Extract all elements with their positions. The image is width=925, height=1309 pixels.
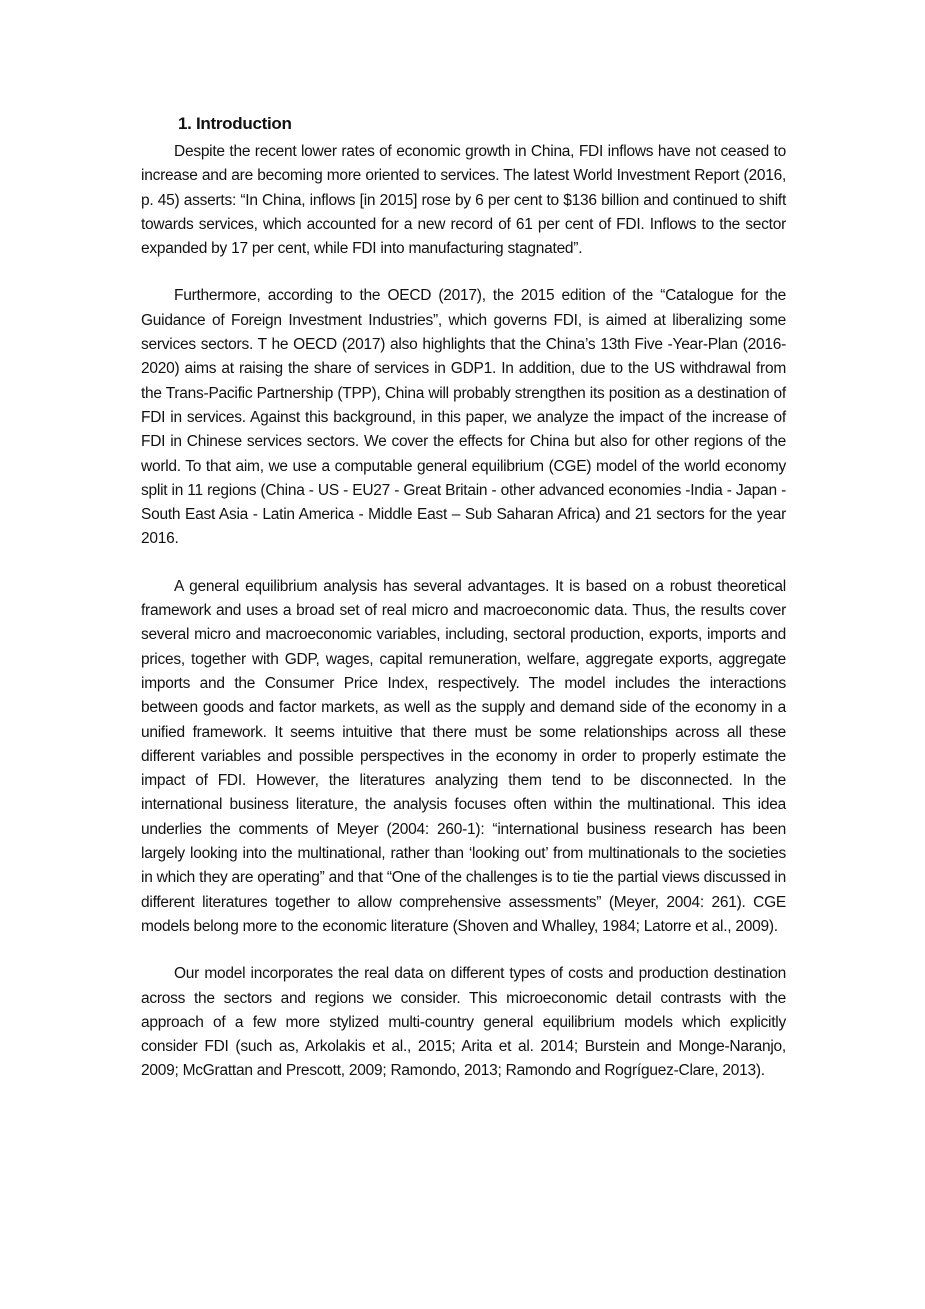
paragraph-oecd-catalogue: Furthermore, according to the OECD (2017), the 2015 edition of the “Catalogue for the Guidance of Foreign Investment Industries”, which governs FDI, is aimed at liberalizing some services sectors. T he OECD (2017) also highlights that the China’s 13th Five -Year-Plan (2016-2020) aims at raising the share of services in GDP1. In addition, due to the US withdrawal from the Trans-Pacific Partnership (TPP), China will probably strengthen its position as a destination of FDI in services. Against this background, in this paper, we analyze the impact of the increase of FDI in Chinese services sectors. We cover the effects for China but also for other regions of the world. To that aim, we use a computable general equilibrium (CGE) model of the world economy split in 11 regions (China - US - EU27 - Great Britain - other advanced economies -India - Japan - South East Asia - Latin America - Middle East – Sub Saharan Africa) and 21 sectors for the year 2016. (141, 287, 786, 548)
paper-page (141, 112, 786, 1084)
paragraph-general-equilibrium-advantages: A general equilibrium analysis has several advantages. It is based on a robust theoretical framework and uses a broad set of real micro and macroeconomic data. Thus, the results cover several micro and macroeconomic variables, including, sectoral production, exports, imports and prices, together with GDP, wages, capital remuneration, welfare, aggregate exports, aggregate imports and the Consumer Price Index, respectively. The model includes the interactions between goods and factor markets, as well as the supply and demand side of the economy in a unified framework. It seems intuitive that there must be some relationships across all these different variables and possible perspectives in the economy in order to properly estimate the impact of FDI. However, the literatures analyzing them tend to be disconnected. In the international business literature, the analysis focuses often within the multinational. This idea underlies the comments of Meyer (2004: 260-1): “international business research has been largely looking into the multinational, rather than ‘looking out’ from multinationals to the societies in which they are operating” and that “One of the challenges is to tie the partial views discussed in different literatures together to allow comprehensive assessments” (Meyer, 2004: 261). CGE models belong more to the economic literature (Shoven and Whalley, 1984; Latorre et al., 2009). (141, 577, 786, 935)
paragraph-spacer (141, 552, 786, 575)
section-heading: 1. Introduction (178, 114, 292, 133)
paragraph-spacer (141, 261, 786, 284)
paragraph-intro-fdi-services: Despite the recent lower rates of economic growth in China, FDI inflows have not ceased to increase and are becoming more oriented to services. The latest World Investment Report (2016, p. 45) asserts: “In China, inflows [in 2015] rose by 6 per cent to $136 billion and continued to shift towards services, which accounted for a new record of 61 per cent of FDI. Inflows to the sector expanded by 17 per cent, while FDI into manufacturing stagnated”. (141, 143, 786, 258)
paragraph-spacer (141, 939, 786, 962)
paragraph-model-data: Our model incorporates the real data on different types of costs and production destination across the sectors and regions we consider. This microeconomic detail contrasts with the approach of a few more stylized multi-country general equilibrium models which explicitly consider FDI (such as, Arkolakis et al., 2015; Arita et al. 2014; Burstein and Monge-Naranjo, 2009; McGrattan and Prescott, 2009; Ramondo, 2013; Ramondo and Rogríguez-Clare, 2013). (141, 965, 786, 1080)
